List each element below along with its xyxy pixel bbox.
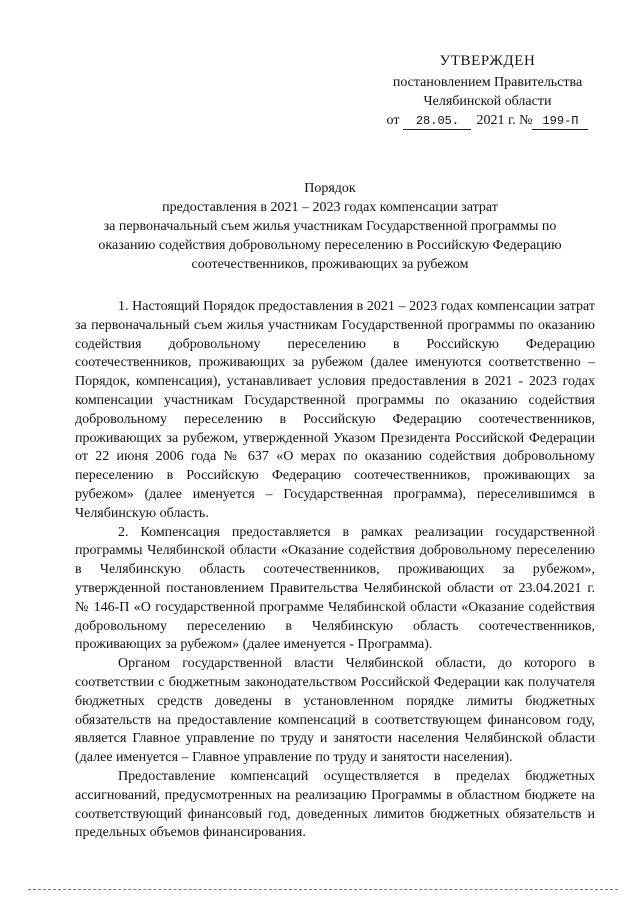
approval-number: 199-П (532, 113, 588, 130)
page-bottom-divider (28, 889, 618, 890)
paragraph-1: 1. Настоящий Порядок предоставления в 2021 – 2023 годах компенсации затрат за первоначальный съем жилья участникам Государственной программы по оказанию содействия добровольному переселению в Российскую Федерацию соотечественников, проживающих за рубежом (далее именуются соответственно – Порядок, компенсация), устанавливает условия предоставления в 2021 - 2023 годах компенсации участникам Государственной программы по оказанию содействия добровольному переселению в Российскую Федерацию соотечественников, проживающих за рубежом, утвержденной Указом Президента Российской Федерации от 22 июня 2006 года № 637 «О мерах по оказанию содействия добровольному переселению в Российскую Федерацию соотечественников, проживающих за рубежом» (далее именуется – Государственная программа), переселившимся в Челябинскую область. (75, 299, 595, 521)
approval-heading: УТВЕРЖДЕН (439, 53, 536, 69)
title-line: Порядок (304, 181, 356, 196)
paragraph-4: Предоставление компенсаций осуществляется в пределах бюджетных ассигнований, предусмотренных на реализацию Программы в областном бюджете на соответствующий финансовый год, доведенных лимитов бюджетных обязательств и предельных объемов финансирования. (75, 768, 595, 841)
approval-date: 28.05. (403, 113, 471, 130)
approval-date-line (380, 111, 595, 130)
title-line: за первоначальный съем жилья участникам Государственной программы по (103, 219, 557, 234)
approval-from-word: от (386, 113, 400, 128)
title-line: оказанию содействия добровольному переселению в Российскую Федерацию (98, 238, 562, 253)
paragraph-3: Органом государственной власти Челябинской области, до которого в соответствии с бюджетным законодательством Российской Федерации как получателя бюджетных средств доведены в установленном порядке лимиты бюджетных обязательств на предоставление компенсаций в соответствующем финансовом году, является Главное управление по труду и занятости населения Челябинской области (далее именуется – Главное управление по труду и занятости населения). (75, 656, 595, 766)
approval-year-number-label: 2021 г. № (476, 113, 533, 128)
approval-line-region: Челябинской области (423, 94, 552, 109)
approval-block (380, 52, 595, 130)
document-body (75, 298, 595, 843)
title-line: соотечественников, проживающих за рубежом (191, 257, 469, 272)
document-title (60, 179, 600, 274)
paragraph-2: 2. Компенсация предоставляется в рамках реализации государственной программы Челябинской области «Оказание содействия добровольному переселению в Челябинскую область соотечественников, проживающих за рубежом», утвержденной постановлением Правительства Челябинской области от 23.04.2021 г. № 146-П «О государственной программе Челябинской области «Оказание содействия добровольному переселению в Челябинскую область соотечественников, проживающих за рубежом» (далее именуется - Программа). (75, 524, 595, 653)
approval-line-resolution: постановлением Правительства (392, 75, 583, 90)
title-line: предоставления в 2021 – 2023 годах компенсации затрат (162, 200, 498, 215)
